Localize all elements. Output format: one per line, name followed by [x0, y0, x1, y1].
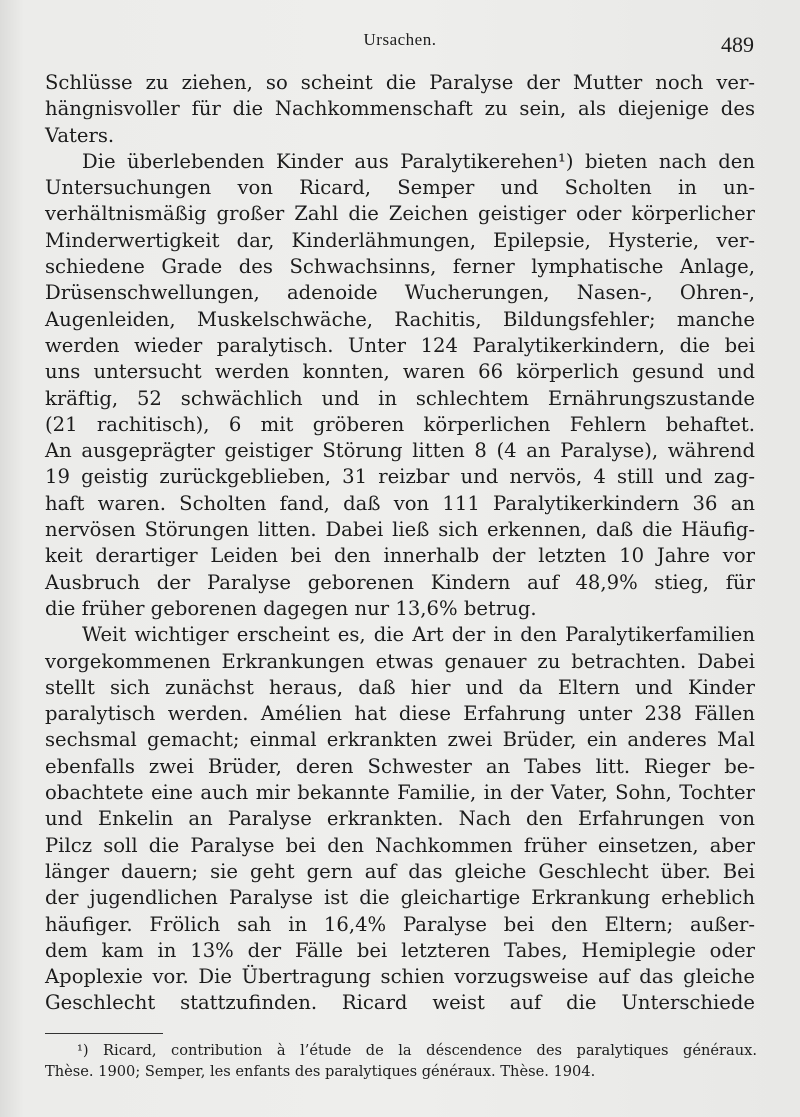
page-number: 489 [721, 32, 754, 57]
main-text [45, 70, 755, 1017]
text-line: Apoplexie vor. Die Übertragung schien vorzugsweise auf das gleiche [45, 965, 755, 989]
text-line: uns untersucht werden konnten, waren 66 körperlich gesund und [45, 360, 755, 384]
text-line: dem kam in 13% der Fälle bei letzteren Tabes, Hemiplegie oder [45, 938, 755, 962]
text-line: (21 rachitisch), 6 mit gröberen körperlichen Fehlern behaftet. [45, 412, 755, 436]
text-line: verhältnismäßig großer Zahl die Zeichen geistiger oder körperlicher [45, 202, 755, 226]
text-line: der jugendlichen Paralyse ist die gleichartige Erkrankung erheblich [45, 886, 755, 910]
text-line: häufiger. Frölich sah in 16,4% Paralyse bei den Eltern; außer- [45, 912, 755, 936]
text-line: länger dauern; sie geht gern auf das gleiche Geschlecht über. Bei [45, 859, 755, 883]
page-header [0, 30, 800, 60]
text-line: Vaters. [45, 123, 115, 147]
footnote-divider [45, 1033, 163, 1034]
text-line: werden wieder paralytisch. Unter 124 Paralytikerkindern, die bei [45, 333, 755, 357]
text-line: kräftig, 52 schwächlich und in schlechtem Ernährungszustande [45, 386, 755, 410]
text-line: Schlüsse zu ziehen, so scheint die Paralyse der Mutter noch ver- [45, 71, 755, 94]
text-line: keit derartiger Leiden bei den innerhalb der letzten 10 Jahre vor [45, 544, 755, 568]
text-line: Drüsenschwellungen, adenoide Wucherungen, Nasen-, Ohren-, [45, 281, 755, 305]
text-line: schiedene Grade des Schwachsinns, ferner lymphatische Anlage, [45, 255, 755, 279]
footnote-line: ¹) Ricard, contribution à l’étude de la déscendence des paralytiques généraux. [77, 1042, 757, 1059]
text-line: Ausbruch der Paralyse geborenen Kindern auf 48,9% stieg, für [45, 570, 755, 594]
running-head: Ursachen. [363, 30, 437, 49]
text-line: haft waren. Scholten fand, daß von 111 Paralytikerkindern 36 an [45, 491, 755, 515]
text-line: Geschlecht stattzufinden. Ricard weist auf die Unterschiede [45, 991, 755, 1015]
text-line: die früher geborenen dagegen nur 13,6% betrug. [45, 596, 537, 620]
text-line: und Enkelin an Paralyse erkrankten. Nach den Erfahrungen von [45, 807, 755, 831]
footnote-line: Thèse. 1900; Semper, les enfants des paralytiques généraux. Thèse. 1904. [45, 1063, 596, 1080]
text-line: hängnisvoller für die Nachkommenschaft zu sein, als diejenige des [45, 97, 755, 121]
text-line: sechsmal gemacht; einmal erkrankten zwei Brüder, ein anderes Mal [45, 728, 755, 752]
text-line: obachtete eine auch mir bekannte Familie, in der Vater, Sohn, Tochter [45, 781, 755, 805]
text-line: nervösen Störungen litten. Dabei ließ sich erkennen, daß die Häufig- [45, 518, 755, 542]
footnote [45, 1040, 757, 1082]
text-line: ebenfalls zwei Brüder, deren Schwester an Tabes litt. Rieger be- [45, 754, 755, 778]
text-line: Weit wichtiger erscheint es, die Art der in den Paralytikerfamilien [82, 623, 755, 647]
text-line: Minderwertigkeit dar, Kinderlähmungen, Epilepsie, Hysterie, ver- [45, 228, 755, 252]
text-line: An ausgeprägter geistiger Störung litten 8 (4 an Paralyse), während [45, 439, 755, 463]
text-line: Untersuchungen von Ricard, Semper und Scholten in un- [45, 176, 755, 200]
text-line: paralytisch werden. Amélien hat diese Erfahrung unter 238 Fällen [45, 702, 755, 726]
text-line: vorgekommenen Erkrankungen etwas genauer zu betrachten. Dabei [45, 649, 755, 673]
text-line: Pilcz soll die Paralyse bei den Nachkommen früher einsetzen, aber [45, 833, 755, 857]
text-line: 19 geistig zurückgeblieben, 31 reizbar und nervös, 4 still und zag- [45, 465, 755, 489]
text-line: Die überlebenden Kinder aus Paralytikerehen¹) bieten nach den [82, 149, 755, 173]
text-line: stellt sich zunächst heraus, daß hier und da Eltern und Kinder [45, 675, 755, 699]
text-line: Augenleiden, Muskelschwäche, Rachitis, Bildungsfehler; manche [45, 307, 755, 331]
